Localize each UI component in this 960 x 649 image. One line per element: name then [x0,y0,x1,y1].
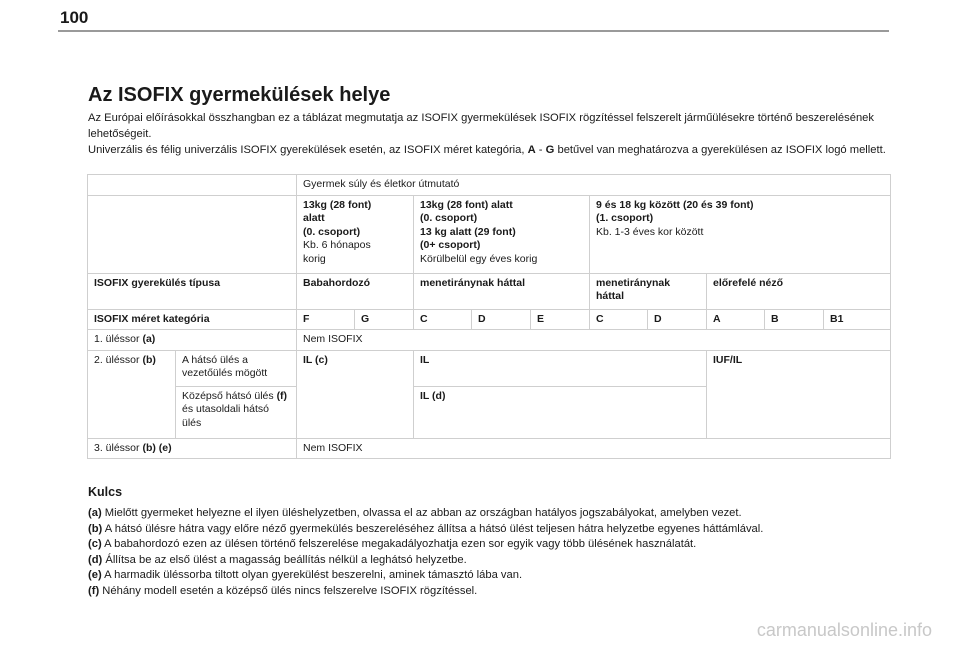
key-item-text: A babahordozó ezen az ülésen történő felszerelése megakadályozhatja ezen sor egyik vagy több ülésének használatát. [101,538,697,551]
row1-label [88,330,297,351]
group-cell-1 [414,195,590,273]
size-cell: E [531,309,590,330]
row1-label-code: (a) [142,333,156,345]
intro-p2-g: G [545,144,555,156]
intro-p2-a: A [527,144,536,156]
intro-p2-sep: - [535,144,546,156]
key-item [88,553,908,569]
row3-value: Nem ISOFIX [297,438,891,459]
type-forward-facing: előrefelé néző [707,273,891,309]
group-2-line: (1. csoport) [596,212,654,224]
group-cell-0 [297,195,414,273]
row2-ilc: IL (c) [297,350,414,438]
key-item-text: A harmadik üléssorba tiltott olyan gyerekülést beszerelni, aminek támasztó lába van. [101,569,523,582]
size-cell: F [297,309,355,330]
page-title: Az ISOFIX gyermekülések helye [88,84,391,106]
size-cell: A [707,309,765,330]
key-item [88,522,908,538]
size-cell: D [472,309,531,330]
key-item-code: (c) [88,538,102,551]
table-row [88,438,891,459]
group-1-note: Körülbelül egy éves korig [420,252,538,265]
size-cell: C [414,309,472,330]
type-rear-facing: menetiránynak háttal [414,273,590,309]
group-0-line: alatt [303,212,325,224]
table-row [88,175,891,196]
key-item [88,568,908,584]
row3-label-code: (b) (e) [142,441,172,454]
key-item-text: A hátsó ülésre hátra vagy előre néző gyermekülés beszereléséhez állítsa a hátsó ülést teljesen hátra helyzetbe egyenes háttámlával. [102,522,764,535]
row2-il: IL [414,350,707,386]
group-1-line: (0+ csoport) [420,239,481,251]
key-item [88,584,908,600]
intro-p2-post: betűvel van meghatározva a gyerekülésen az ISOFIX logó mellett. [554,144,886,156]
group-cell-2 [590,195,891,273]
table-cell-empty [88,175,297,196]
type-row-label: ISOFIX gyerekülés típusa [88,273,297,309]
row1-label-text: 1. üléssor [94,333,143,345]
table-row [88,195,891,273]
group-1-line: 13 kg alatt (29 font) [420,225,516,238]
table-row [88,350,891,386]
row2-sub2-post: és utasoldali hátsó ülés [182,403,269,429]
row2-label [88,350,176,438]
intro-text [88,110,898,158]
key-item-code: (b) [88,522,103,535]
row3-label [88,438,297,459]
key-list [88,506,908,600]
group-2-note: Kb. 1-3 éves kor között [596,225,704,238]
key-item-code: (a) [88,507,102,519]
intro-paragraph-1: Az Európai előírásokkal összhangban ez a táblázat megmutatja az ISOFIX gyermekülések ISOFIX rögzítéssel felszerelt járműülésekre történő beszerelésének lehetőségeit. [88,112,874,140]
row2-sub2-code: (f) [276,389,288,402]
guide-header: Gyermek súly és életkor útmutató [297,175,891,196]
size-cell: G [355,309,414,330]
type-rear-facing-2: menetiránynak háttal [590,273,707,309]
key-item-code: (d) [88,553,103,566]
table-row [88,273,891,309]
watermark: carmanualsonline.info [756,620,932,640]
table-row [88,309,891,330]
size-cell: D [648,309,707,330]
header-divider [58,30,889,32]
key-item-code: (f) [88,584,100,597]
key-item-text: Néhány modell esetén a középső ülés nincs felszerelve ISOFIX rögzítéssel. [99,584,478,597]
intro-paragraph-2 [88,142,898,158]
size-row-label: ISOFIX méret kategória [88,309,297,330]
group-0-note: korig [303,252,326,265]
key-title: Kulcs [88,485,123,499]
key-item-text: Állítsa be az első ülést a magasság beállítás nélkül a leghátsó helyzetbe. [102,553,467,566]
key-item-text: Mielőtt gyermeket helyezne el ilyen üléshelyzetben, olvassa el az abban az országban hatályos jogszabályokat, amelyben vezet. [101,507,742,519]
size-cell: B1 [824,309,891,330]
isofix-table [87,174,891,459]
row3-label-text: 3. üléssor [94,441,143,454]
group-0-note: Kb. 6 hónapos [303,239,371,251]
type-babahordozo: Babahordozó [297,273,414,309]
group-1-line: 13kg (28 font) alatt [420,198,513,211]
row2-sub2 [176,386,297,438]
size-cell: C [590,309,648,330]
row2-sub2-pre: Középső hátsó ülés [182,389,277,402]
row2-label-text: 2. üléssor [94,353,143,366]
group-2-line: 9 és 18 kg között (20 és 39 font) [596,198,754,211]
key-item [88,506,908,522]
intro-p2-pre: Univerzális és félig univerzális ISOFIX gyerekülések esetén, az ISOFIX méret kategória, [88,144,528,156]
table-row [88,330,891,351]
row2-label-code: (b) [142,353,156,366]
group-0-line: 13kg (28 font) [303,198,372,211]
row1-value: Nem ISOFIX [297,330,891,351]
key-item-code: (e) [88,569,102,582]
group-1-line: (0. csoport) [420,212,478,224]
key-item [88,537,908,553]
row2-sub1: A hátsó ülés a vezetőülés mögött [176,350,297,386]
size-cell: B [765,309,824,330]
row2-ild: IL (d) [414,386,707,438]
row2-iuf: IUF/IL [707,350,891,438]
group-0-line: (0. csoport) [303,225,361,238]
page-number: 100 [60,8,89,27]
table-cell-empty [88,195,297,273]
